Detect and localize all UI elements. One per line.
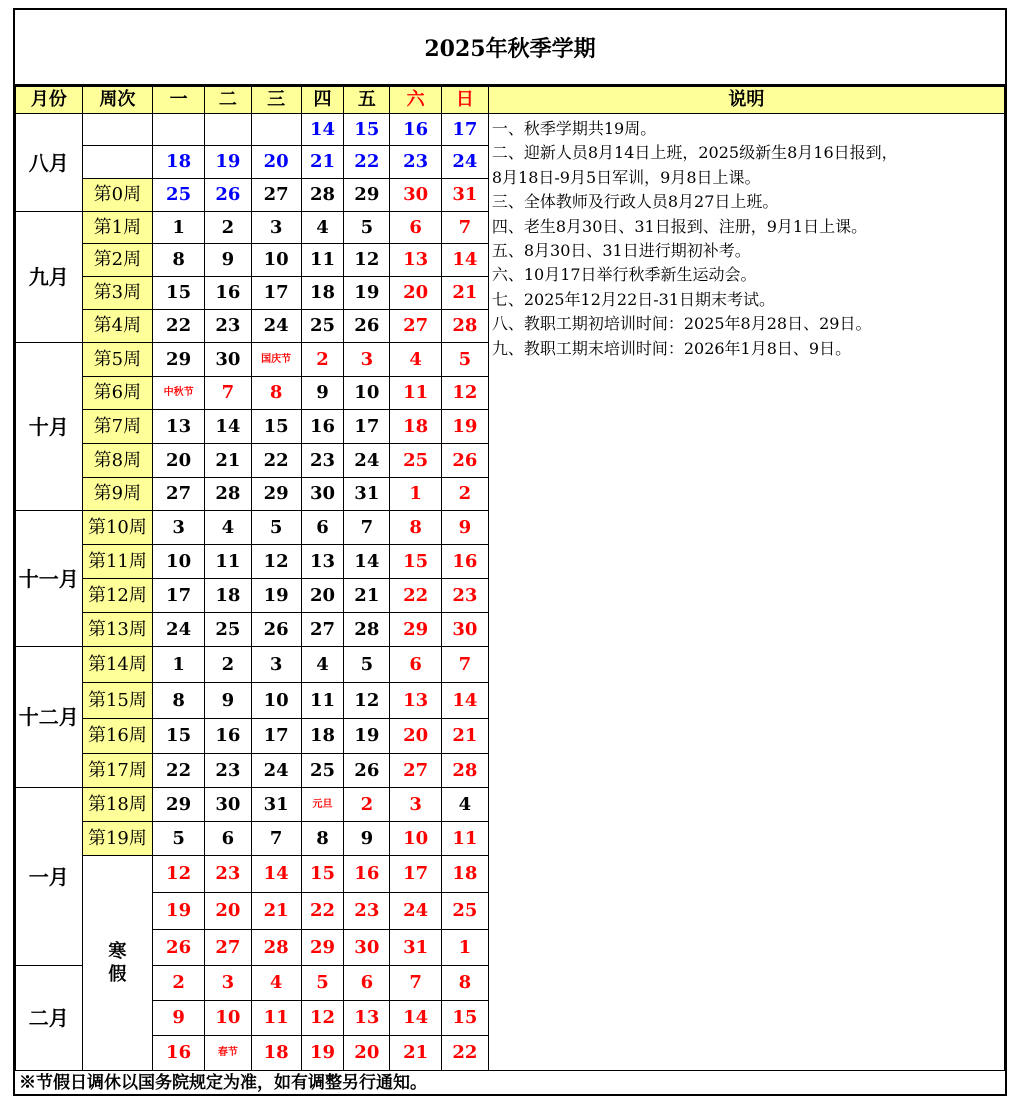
day-cell: 20: [204, 893, 251, 930]
week-label: 第6周: [82, 377, 153, 410]
week-label: 第2周: [82, 244, 153, 277]
note-line: 六、10月17日举行秋季新生运动会。: [491, 265, 757, 285]
week-label: 第19周: [82, 822, 153, 856]
day-cell: 28: [301, 179, 344, 212]
header-day: 六: [390, 87, 442, 114]
week-label: 第10周: [82, 511, 153, 545]
day-cell: 4: [442, 788, 489, 822]
day-cell: 8: [301, 822, 344, 856]
day-cell: 14: [344, 545, 390, 579]
day-cell: 19: [301, 1036, 344, 1071]
day-cell: 20: [153, 444, 205, 478]
day-cell: 15: [153, 719, 205, 754]
week-label: 第9周: [82, 478, 153, 511]
day-cell: 17: [153, 579, 205, 613]
week-label: 第18周: [82, 788, 153, 822]
day-cell: 22: [153, 310, 205, 343]
note-line: 二、迎新人员8月14日上班，2025级新生8月16日报到，: [491, 143, 898, 163]
day-cell: 8: [442, 966, 489, 1001]
holiday-char-2: 假: [108, 964, 127, 985]
day-cell: 23: [344, 893, 390, 930]
day-cell: 29: [301, 930, 344, 966]
day-cell: 22: [344, 146, 390, 179]
note-line: 五、8月30日、31日进行期初补考。: [491, 241, 751, 261]
day-cell: 21: [390, 1036, 442, 1071]
day-cell: 9: [204, 683, 251, 719]
day-cell: 5: [153, 822, 205, 856]
day-cell: [153, 114, 205, 146]
day-cell: 14: [251, 856, 301, 893]
day-cell: 11: [301, 683, 344, 719]
day-cell: 7: [442, 647, 489, 683]
day-cell: 25: [204, 613, 251, 647]
day-cell: 24: [390, 893, 442, 930]
day-cell: 19: [442, 410, 489, 444]
day-cell: 30: [301, 478, 344, 511]
day-cell: 29: [153, 343, 205, 377]
day-cell: 27: [153, 478, 205, 511]
header-day: 一: [153, 87, 205, 114]
day-cell: 26: [204, 179, 251, 212]
page-title: 2025年秋季学期: [15, 10, 1005, 86]
day-cell: 29: [390, 613, 442, 647]
note-line: 四、老生8月30日、31日报到、注册，9月1日上课。: [491, 216, 868, 236]
day-cell: 2: [344, 788, 390, 822]
day-cell: 20: [390, 277, 442, 310]
calendar-table: [15, 86, 1005, 1071]
day-cell: 4: [390, 343, 442, 377]
day-cell: 9: [153, 1001, 205, 1036]
note-line: 八、教职工期初培训时间：2025年8月28日、29日。: [491, 314, 872, 334]
day-cell: 13: [390, 683, 442, 719]
day-cell: 12: [301, 1001, 344, 1036]
day-cell: 6: [204, 822, 251, 856]
header-week: 周次: [82, 87, 153, 114]
day-cell: 27: [390, 310, 442, 343]
day-cell: 15: [153, 277, 205, 310]
day-cell: 23: [390, 146, 442, 179]
day-cell: 28: [251, 930, 301, 966]
day-cell: 8: [251, 377, 301, 410]
day-cell: 19: [153, 893, 205, 930]
winter-holiday-label: [82, 856, 153, 1071]
note-line: 8月18日-9月5日军训，9月8日上课。: [491, 167, 761, 187]
week-label: 第14周: [82, 647, 153, 683]
header-day: 二: [204, 87, 251, 114]
week-label: 第3周: [82, 277, 153, 310]
day-cell: 16: [344, 856, 390, 893]
day-cell: 21: [442, 277, 489, 310]
day-cell: 6: [390, 212, 442, 244]
day-cell: 29: [344, 179, 390, 212]
week-label: 第17周: [82, 754, 153, 788]
day-cell: 28: [344, 613, 390, 647]
day-cell: 25: [390, 444, 442, 478]
day-cell: 25: [153, 179, 205, 212]
day-cell: 15: [344, 114, 390, 146]
day-cell: 1: [153, 212, 205, 244]
header-row: [16, 87, 1005, 114]
day-cell: 14: [442, 683, 489, 719]
day-cell: 23: [442, 579, 489, 613]
month-label: 十一月: [16, 511, 83, 647]
week-label: 第7周: [82, 410, 153, 444]
day-cell: 19: [251, 579, 301, 613]
day-cell: 23: [301, 444, 344, 478]
day-cell: 12: [153, 856, 205, 893]
day-cell: 11: [251, 1001, 301, 1036]
day-cell: 10: [344, 377, 390, 410]
day-cell: 26: [442, 444, 489, 478]
calendar-row: [16, 114, 1005, 146]
day-cell: 元旦: [301, 788, 344, 822]
week-label: [82, 114, 153, 146]
day-cell: 17: [344, 410, 390, 444]
day-cell: 7: [344, 511, 390, 545]
day-cell: 31: [390, 930, 442, 966]
day-cell: 31: [442, 179, 489, 212]
day-cell: 14: [442, 244, 489, 277]
day-cell: 9: [442, 511, 489, 545]
day-cell: 5: [301, 966, 344, 1001]
day-cell: 30: [204, 343, 251, 377]
week-label: 第15周: [82, 683, 153, 719]
day-cell: 9: [344, 822, 390, 856]
day-cell: 6: [344, 966, 390, 1001]
day-cell: 25: [442, 893, 489, 930]
header-day: 五: [344, 87, 390, 114]
header-day: 四: [301, 87, 344, 114]
day-cell: 21: [251, 893, 301, 930]
day-cell: 22: [153, 754, 205, 788]
day-cell: 5: [344, 647, 390, 683]
day-cell: 27: [390, 754, 442, 788]
day-cell: 8: [153, 244, 205, 277]
day-cell: 18: [153, 146, 205, 179]
day-cell: 11: [442, 822, 489, 856]
day-cell: 18: [442, 856, 489, 893]
day-cell: 春节: [204, 1036, 251, 1071]
day-cell: 10: [153, 545, 205, 579]
day-cell: 30: [442, 613, 489, 647]
day-cell: 17: [251, 277, 301, 310]
calendar-frame: [13, 8, 1007, 1096]
day-cell: 9: [204, 244, 251, 277]
day-cell: 3: [344, 343, 390, 377]
day-cell: 6: [301, 511, 344, 545]
day-cell: 2: [301, 343, 344, 377]
day-cell: 25: [301, 310, 344, 343]
day-cell: 10: [251, 244, 301, 277]
day-cell: 13: [153, 410, 205, 444]
day-cell: 11: [204, 545, 251, 579]
day-cell: 5: [251, 511, 301, 545]
day-cell: 19: [344, 277, 390, 310]
day-cell: 27: [204, 930, 251, 966]
header-month: 月份: [16, 87, 83, 114]
day-cell: 8: [390, 511, 442, 545]
day-cell: 21: [301, 146, 344, 179]
day-cell: 22: [301, 893, 344, 930]
day-cell: 11: [390, 377, 442, 410]
day-cell: 12: [344, 244, 390, 277]
day-cell: 30: [344, 930, 390, 966]
day-cell: 22: [251, 444, 301, 478]
day-cell: 15: [442, 1001, 489, 1036]
day-cell: 4: [251, 966, 301, 1001]
day-cell: 31: [344, 478, 390, 511]
week-label: 第11周: [82, 545, 153, 579]
day-cell: 2: [442, 478, 489, 511]
day-cell: 20: [390, 719, 442, 754]
day-cell: 3: [153, 511, 205, 545]
day-cell: 中秋节: [153, 377, 205, 410]
day-cell: 18: [204, 579, 251, 613]
day-cell: 14: [301, 114, 344, 146]
day-cell: 16: [204, 277, 251, 310]
day-cell: 19: [204, 146, 251, 179]
week-label: 第0周: [82, 179, 153, 212]
day-cell: 23: [204, 310, 251, 343]
day-cell: 5: [344, 212, 390, 244]
day-cell: 4: [301, 647, 344, 683]
day-cell: 7: [390, 966, 442, 1001]
week-label: 第13周: [82, 613, 153, 647]
day-cell: 13: [390, 244, 442, 277]
week-label: 第12周: [82, 579, 153, 613]
day-cell: 25: [301, 754, 344, 788]
day-cell: 3: [204, 966, 251, 1001]
day-cell: 14: [204, 410, 251, 444]
note-line: 三、全体教师及行政人员8月27日上班。: [491, 192, 779, 212]
day-cell: 13: [344, 1001, 390, 1036]
day-cell: 5: [442, 343, 489, 377]
week-label: 第5周: [82, 343, 153, 377]
day-cell: 26: [153, 930, 205, 966]
month-label: 十二月: [16, 647, 83, 788]
day-cell: 1: [442, 930, 489, 966]
day-cell: 26: [344, 310, 390, 343]
day-cell: 15: [301, 856, 344, 893]
day-cell: 18: [251, 1036, 301, 1071]
day-cell: 17: [442, 114, 489, 146]
day-cell: 24: [153, 613, 205, 647]
day-cell: 27: [301, 613, 344, 647]
day-cell: 26: [344, 754, 390, 788]
day-cell: 10: [390, 822, 442, 856]
header-notes: 说明: [488, 87, 1004, 114]
day-cell: 18: [301, 277, 344, 310]
day-cell: 3: [251, 647, 301, 683]
day-cell: 1: [390, 478, 442, 511]
day-cell: 18: [301, 719, 344, 754]
note-line: 一、秋季学期共19周。: [491, 119, 657, 138]
month-label: 一月: [16, 788, 83, 966]
footer-note: ※节假日调休以国务院规定为准，如有调整另行通知。: [15, 1070, 1005, 1096]
day-cell: 30: [204, 788, 251, 822]
day-cell: 7: [442, 212, 489, 244]
day-cell: 12: [251, 545, 301, 579]
holiday-char-1: 寒: [108, 940, 127, 962]
header-day: 日: [442, 87, 489, 114]
day-cell: 1: [153, 647, 205, 683]
day-cell: 2: [204, 212, 251, 244]
day-cell: 28: [442, 754, 489, 788]
day-cell: 28: [204, 478, 251, 511]
day-cell: 23: [204, 754, 251, 788]
day-cell: 21: [204, 444, 251, 478]
day-cell: 国庆节: [251, 343, 301, 377]
day-cell: 15: [251, 410, 301, 444]
month-label: 九月: [16, 212, 83, 343]
day-cell: 6: [390, 647, 442, 683]
day-cell: 24: [442, 146, 489, 179]
day-cell: 11: [301, 244, 344, 277]
day-cell: [251, 114, 301, 146]
day-cell: 10: [251, 683, 301, 719]
day-cell: 27: [251, 179, 301, 212]
week-label: 第4周: [82, 310, 153, 343]
day-cell: 22: [442, 1036, 489, 1071]
day-cell: 31: [251, 788, 301, 822]
week-label: 第1周: [82, 212, 153, 244]
day-cell: 24: [251, 310, 301, 343]
day-cell: 21: [344, 579, 390, 613]
day-cell: 24: [251, 754, 301, 788]
day-cell: 16: [301, 410, 344, 444]
day-cell: 10: [204, 1001, 251, 1036]
day-cell: 13: [301, 545, 344, 579]
day-cell: 24: [344, 444, 390, 478]
note-line: 七、2025年12月22日-31日期末考试。: [491, 289, 776, 309]
day-cell: 7: [204, 377, 251, 410]
day-cell: 16: [442, 545, 489, 579]
day-cell: 4: [301, 212, 344, 244]
day-cell: 20: [344, 1036, 390, 1071]
day-cell: 16: [204, 719, 251, 754]
day-cell: 20: [251, 146, 301, 179]
day-cell: 4: [204, 511, 251, 545]
note-line: 九、教职工期末培训时间：2026年1月8日、9日。: [491, 338, 852, 358]
month-label: 二月: [16, 966, 83, 1071]
day-cell: 29: [153, 788, 205, 822]
day-cell: 3: [390, 788, 442, 822]
day-cell: 17: [390, 856, 442, 893]
day-cell: 26: [251, 613, 301, 647]
day-cell: [204, 114, 251, 146]
day-cell: 22: [390, 579, 442, 613]
day-cell: 2: [204, 647, 251, 683]
day-cell: 15: [390, 545, 442, 579]
day-cell: 30: [390, 179, 442, 212]
month-label: 十月: [16, 343, 83, 511]
month-label: 八月: [16, 114, 83, 212]
day-cell: 2: [153, 966, 205, 1001]
notes-panel: [488, 114, 1004, 1071]
week-label: [82, 146, 153, 179]
day-cell: 3: [251, 212, 301, 244]
day-cell: 8: [153, 683, 205, 719]
day-cell: 21: [442, 719, 489, 754]
day-cell: 14: [390, 1001, 442, 1036]
day-cell: 28: [442, 310, 489, 343]
day-cell: 12: [344, 683, 390, 719]
day-cell: 7: [251, 822, 301, 856]
day-cell: 12: [442, 377, 489, 410]
week-label: 第16周: [82, 719, 153, 754]
day-cell: 29: [251, 478, 301, 511]
day-cell: 23: [204, 856, 251, 893]
day-cell: 19: [344, 719, 390, 754]
day-cell: 9: [301, 377, 344, 410]
day-cell: 20: [301, 579, 344, 613]
header-day: 三: [251, 87, 301, 114]
day-cell: 16: [390, 114, 442, 146]
day-cell: 17: [251, 719, 301, 754]
day-cell: 18: [390, 410, 442, 444]
day-cell: 16: [153, 1036, 205, 1071]
week-label: 第8周: [82, 444, 153, 478]
